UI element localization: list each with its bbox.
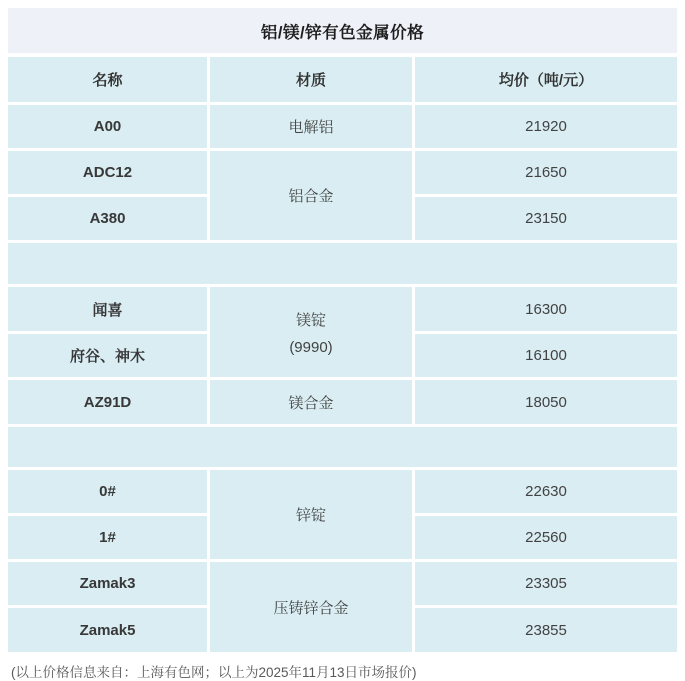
row-name-az91d: AZ91D [8, 380, 207, 424]
row-price-zamak3: 23305 [415, 562, 677, 605]
col-header-name: 名称 [8, 57, 207, 102]
row-name-wenxi: 闻喜 [8, 287, 207, 331]
row-price-a00: 21920 [415, 105, 677, 148]
row-price-a380: 23150 [415, 197, 677, 240]
row-material-electrolytic-aluminum: 电解铝 [210, 105, 412, 148]
row-name-zamak5: Zamak5 [8, 608, 207, 652]
row-name-adc12: ADC12 [8, 151, 207, 194]
row-price-0hash: 22630 [415, 470, 677, 513]
row-price-zamak5: 23855 [415, 608, 677, 652]
row-name-0hash: 0# [8, 470, 207, 513]
price-source-note: (以上价格信息来自：上海有色网；以上为2025年11月13日市场报价) [11, 665, 417, 680]
row-name-a380: A380 [8, 197, 207, 240]
row-material-magnesium-ingot [210, 287, 412, 377]
page-title: 铝/镁/锌有色金属价格 [260, 23, 425, 42]
section-spacer-row [8, 243, 677, 284]
row-material-aluminum-alloy: 铝合金 [210, 151, 412, 240]
material-label: 镁锭 [295, 311, 326, 329]
col-header-material: 材质 [210, 57, 412, 102]
row-material-magnesium-alloy: 镁合金 [210, 380, 412, 424]
row-name-fugu-shenmu: 府谷、神木 [8, 334, 207, 377]
price-table [8, 57, 677, 652]
row-price-az91d: 18050 [415, 380, 677, 424]
table-title-band [8, 8, 677, 53]
row-price-fugu-shenmu: 16100 [415, 334, 677, 377]
row-name-1hash: 1# [8, 516, 207, 559]
row-price-adc12: 21650 [415, 151, 677, 194]
row-name-zamak3: Zamak3 [8, 562, 207, 605]
col-header-price: 均价（吨/元） [415, 57, 677, 102]
row-material-zinc-ingot: 锌锭 [210, 470, 412, 559]
row-material-diecast-zinc-alloy: 压铸锌合金 [210, 562, 412, 652]
material-grade-note: (9990) [289, 338, 333, 356]
row-price-1hash: 22560 [415, 516, 677, 559]
row-name-a00: A00 [8, 105, 207, 148]
section-spacer-row [8, 427, 677, 467]
row-price-wenxi: 16300 [415, 287, 677, 331]
